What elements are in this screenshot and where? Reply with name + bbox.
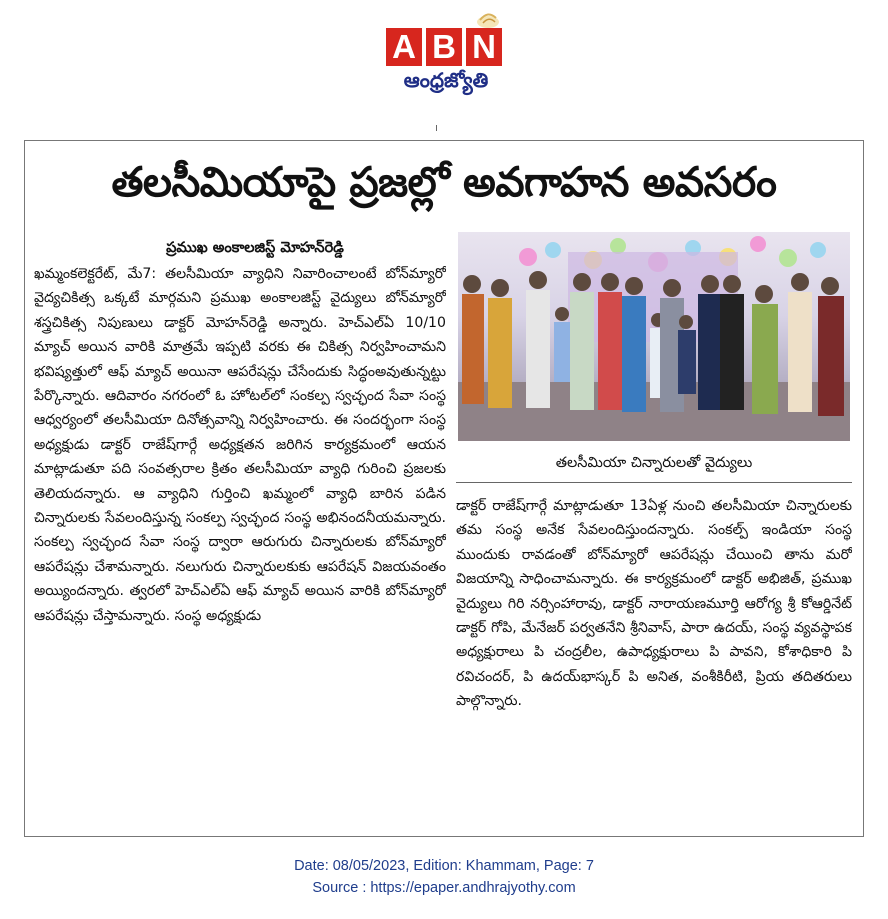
photo-caption: తలసీమియా చిన్నారులతో వైద్యులు: [555, 455, 753, 471]
footer-date-line: Date: 08/05/2023, Edition: Khammam, Page: 7: [294, 858, 594, 874]
group-photo-illustration: [458, 232, 850, 441]
article-headline: తలసీమియాపై ప్రజల్లో అవగాహన అవసరం: [111, 158, 777, 206]
logo-letter-b: B: [426, 28, 462, 66]
article-right-column: డాక్టర్ రాజేష్‌గార్గే మాట్లాడుతూ 13ఏళ్ల నుంచి తలసీమియా చిన్నారులకు తమ సంస్థ అనేక సేవలందిస్తుందన్నారు. సంకల్ప్ ఇండియా సంస్థ ముందుకు రావడంతో బోన్‌మ్యారో ఆపరేషన్లు చేయించి తాను మరో విజయాన్ని సాధించామన్నారు. ఈ కార్యక్రమంలో డాక్టర్ అభిజిత్, ప్రముఖ వైద్యులు గిరి నర్సింహారావు, డాక్టర్ నారాయణమూర్తి ఆరోగ్య శ్రీ కోఆర్డినేట్ డాక్టర్ గోపి, మేనేజర్ పర్వతనేని శ్రీనివాస్, పారా ఉదయ్, సంస్థ వ్యవస్థాపక అధ్యక్షురాలు పి చంద్రలీల, ఉపాధ్యక్షురాలు పి పావని, కోశాధికారి పి రవిచందర్, పి ఉదయ్‌భాస్కర్ పి అనిత, వంశీకిరీటి, ప్రియ తదితరులు పాల్గొన్నారు.: [456, 498, 852, 710]
article-byline: ప్రముఖ అంకాలజిస్ట్ మోహన్‌రెడ్డి: [166, 240, 344, 256]
top-tick-mark: [436, 125, 437, 131]
logo-letter-n: N: [466, 28, 502, 66]
logo-letters: [386, 28, 502, 66]
abn-logo: [386, 6, 506, 102]
footer-source-line: Source : https://epaper.andhrajyothy.com: [312, 880, 576, 896]
logo-letter-a: A: [386, 28, 422, 66]
caption-divider: [456, 482, 852, 483]
article-left-column: ఖమ్మంకలెక్టరేట్, మే7: తలసీమియా వ్యాధిని నివారించాలంటే బోన్‌మ్యారో వైద్యచికిత్స ఒక్కటే మార్గమని ప్రముఖ అంకాలజిస్ట్ వైద్యులు బోన్‌మ్యారో శస్త్రచికిత్స నిపుణులు డాక్టర్ మోహన్‌రెడ్డి అన్నారు. హెచ్ఎల్ఏ 10/10 మ్యాచ్ అయిన వారికి మాత్రమే ఇప్పటి వరకు ఈ చికిత్స నిర్వహించామని భవిష్యత్తులో ఆఫ్ మ్యాచ్ అయినా ఆపరేషన్లు చేసేందుకు సిద్ధంఅవుతున్నట్టు పేర్కొన్నారు. ఆదివారం నగరంలో ఓ హోటల్‌లో సంకల్ప స్వచ్ఛంద సేవా సంస్థ ఆధ్వర్యంలో తలసీమియా దినోత్సవాన్ని నిర్వహించారు. ఈ సందర్భంగా సంస్థ అధ్యక్షుడు డాక్టర్ రాజేష్‌గార్గే అధ్యక్షతన జరిగిన కార్యక్రమంలో ఆయన మాట్లాడుతూ పది సంవత్సరాల క్రితం తలసీమియా వ్యాధి గురించి ప్రజలకు తెలియదన్నారు. ఆ వ్యాధిని గుర్తించి ఖమ్మంలో వ్యాధి బారిన పడిన చిన్నారులకు సేవలందిస్తున్న సంకల్ప స్వచ్ఛంద సంస్థ అభినందనీయమన్నారు. సంకల్ప స్వచ్ఛంద సేవా సంస్థ ద్వారా ఆరుగురు చిన్నారులకు బోన్‌మ్యారో ఆపరేషన్లు చేశామన్నారు. నలుగురు చిన్నారులకుకు ఆపరేషన్ విజయవంతం అయ్యిందన్నారు. త్వరలో హెచ్ఎల్ఏ ఆఫ్ మ్యాచ్ అయిన వారికి బోన్‌మ్యారో ఆపరేషన్లు చేస్తామన్నారు. సంస్థ అధ్యక్షుడు: [34, 266, 446, 624]
article-photo: [458, 232, 850, 441]
clipping-footer: [0, 855, 888, 899]
steam-swirl-icon: [474, 8, 502, 30]
logo-subtitle: ఆంధ్రజ్యోతి: [403, 68, 489, 92]
